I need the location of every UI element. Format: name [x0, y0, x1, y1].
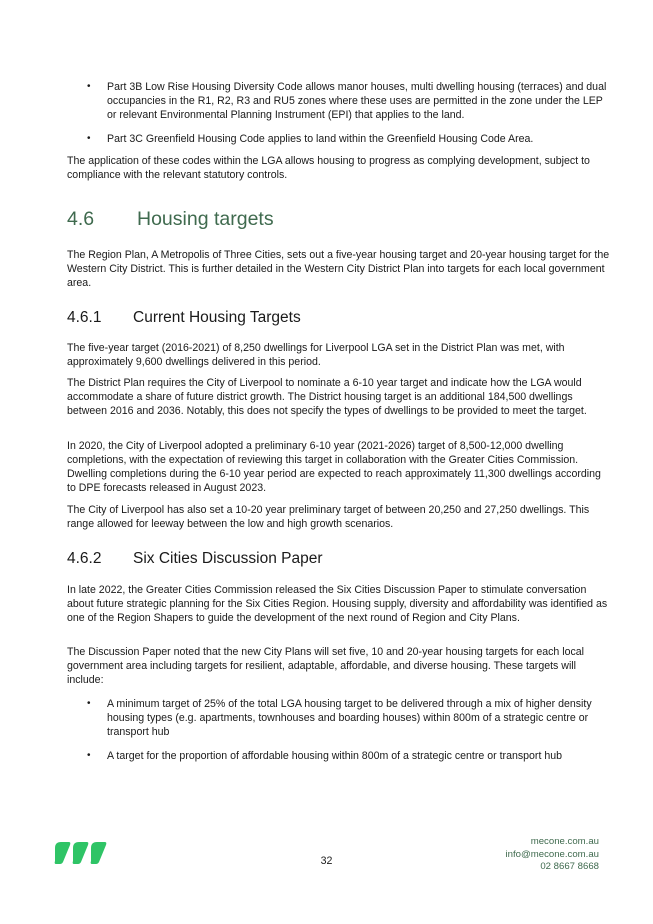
intro-bullet-list — [67, 80, 612, 146]
bullet-text: Part 3B Low Rise Housing Diversity Code allows manor houses, multi dwelling housing (terraces) and dual occupancies in the R1, R2, R3 and RU5 zones where these uses are permitted in the zone under the LEP or relevant Environmental Planning Instrument (EPI) that applies to the land. — [107, 81, 607, 121]
email-link[interactable]: info@mecone.com.au — [505, 848, 599, 860]
paragraph: The City of Liverpool has also set a 10-20 year preliminary target of between 20,250 and 27,250 dwellings. This range allowed for leeway between the low and high growth scenarios. — [67, 504, 590, 530]
section-heading-4-6-2 — [67, 550, 323, 568]
list-item — [67, 132, 612, 146]
paragraph: In 2020, the City of Liverpool adopted a preliminary 6-10 year (2021-2026) target of 8,500-12,000 dwelling completions, with the expectation of reviewing this target in collaboration with the Greater Cities Commission. Dwelling completions during the 6-10 year period are expected to reach approximately 11,300 dwellings according to DPE forecasts released in August 2023. — [67, 440, 601, 494]
bullet-icon: • — [87, 81, 91, 92]
bullet-text: Part 3C Greenfield Housing Code applies to land within the Greenfield Housing Code Area. — [107, 133, 534, 145]
paragraph: The Discussion Paper noted that the new City Plans will set five, 10 and 20-year housing targets for each local government area including targets for resilient, adaptable, affordable, and diverse housing. These targets will include: — [67, 646, 585, 686]
section-4-6-paragraph: The Region Plan, A Metropolis of Three Cities, sets out a five-year housing target and 20-year housing target for the Western City District. This is further detailed in the Western City District Plan into targets for each local government area. — [67, 249, 610, 289]
list-item — [67, 749, 612, 763]
section-title: Current Housing Targets — [133, 309, 301, 326]
page-number: 32 — [320, 855, 333, 867]
paragraph: In late 2022, the Greater Cities Commission released the Six Cities Discussion Paper to stimulate conversation about future strategic planning for the Six Cities Region. Housing supply, diversity and affordability was identified as one of the Region Shapers to guide the development of the next round of Region and City Plans. — [67, 584, 608, 624]
list-item — [67, 80, 612, 122]
bullet-icon: • — [87, 133, 91, 144]
section-heading-4-6 — [67, 208, 274, 231]
intro-paragraph: The application of these codes within the LGA allows housing to progress as complying development, subject to compliance with the relevant statutory controls. — [67, 155, 590, 181]
section-number: 4.6.1 — [67, 309, 102, 326]
bullet-icon: • — [87, 698, 91, 709]
paragraph: The five-year target (2016-2021) of 8,250 dwellings for Liverpool LGA set in the District Plan was met, with approximately 9,600 dwellings delivered in this period. — [67, 342, 565, 368]
targets-bullet-list — [67, 697, 612, 763]
section-number: 4.6.2 — [67, 550, 102, 567]
list-item — [67, 697, 612, 739]
bullet-icon: • — [87, 750, 91, 761]
section-title: Housing targets — [137, 208, 274, 230]
website-link[interactable]: mecone.com.au — [530, 836, 599, 847]
section-number: 4.6 — [67, 208, 95, 230]
section-heading-4-6-1 — [67, 309, 301, 327]
bullet-text: A minimum target of 25% of the total LGA housing target to be delivered through a mix of higher density housing types (e.g. apartments, townhouses and boarding houses) within 800m of a strategic centre or transport hub — [107, 698, 592, 738]
bullet-text: A target for the proportion of affordable housing within 800m of a strategic centre or transport hub — [107, 750, 563, 762]
section-title: Six Cities Discussion Paper — [133, 550, 323, 567]
paragraph: The District Plan requires the City of Liverpool to nominate a 6-10 year target and indicate how the LGA would accommodate a share of future district growth. The District housing target is an additional 184,500 dwellings between 2016 and 2036. Notably, this does not specify the types of dwellings to be provided to meet the target. — [67, 377, 587, 417]
contact-block — [506, 836, 599, 874]
phone-number: 02 8667 8668 — [540, 861, 599, 872]
